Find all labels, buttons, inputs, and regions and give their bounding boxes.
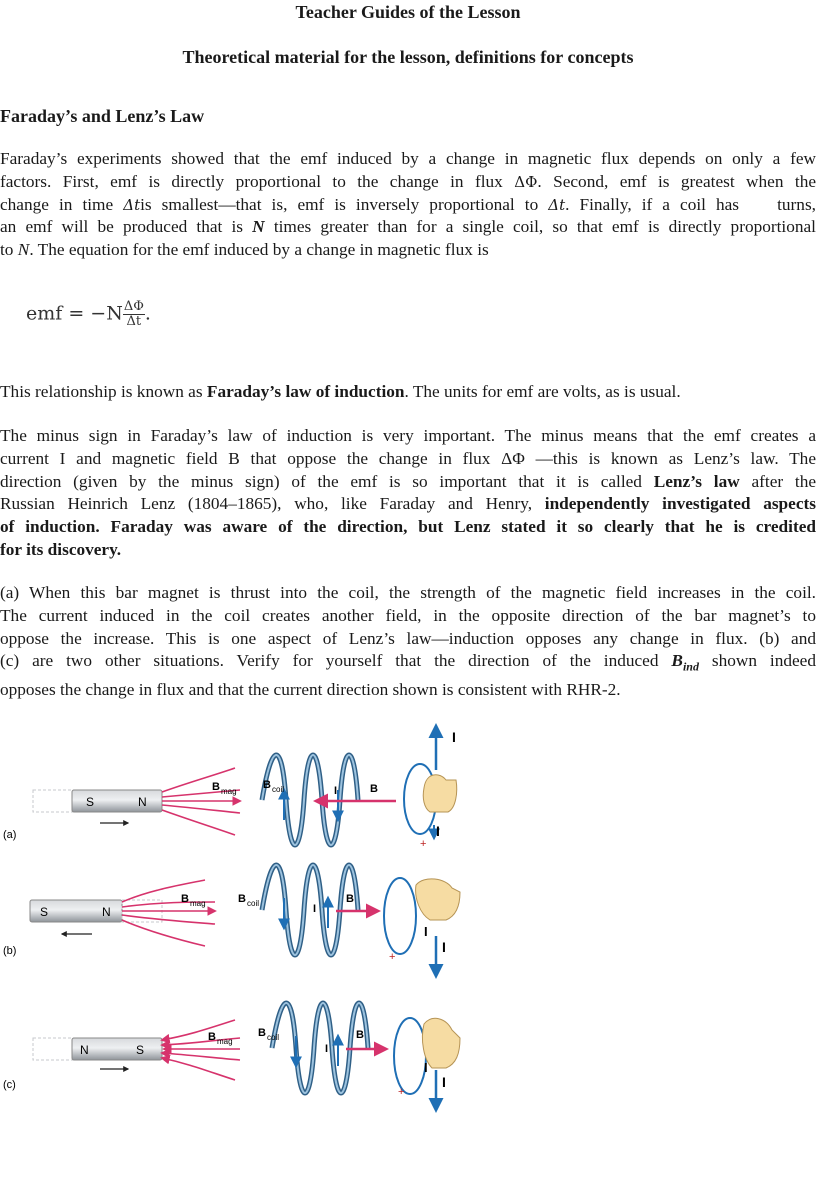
svg-text:S: S <box>40 905 49 919</box>
svg-text:N: N <box>80 1043 89 1057</box>
svg-text:coil: coil <box>272 785 285 794</box>
svg-text:+: + <box>398 1086 405 1098</box>
svg-text:I: I <box>452 729 456 745</box>
svg-text:coil: coil <box>267 1033 280 1042</box>
svg-text:I: I <box>442 1074 446 1090</box>
paragraph-faraday-law: This relationship is known as Faraday’s law of induction. The units for emf are volts, as is usual. <box>0 382 681 401</box>
svg-text:(b): (b) <box>3 945 17 957</box>
p1-line-4: an emf will be produced that is N times greater than for a single coil, so that emf is directly proportional <box>0 217 816 237</box>
svg-text:coil: coil <box>247 899 260 908</box>
svg-text:I: I <box>442 939 446 955</box>
right-hand <box>423 775 456 812</box>
p1-line-3: change in time Δtis smallest—that is, emf is inversely proportional to Δt. Finally, if a coil has turns, <box>0 194 816 214</box>
svg-text:B: B <box>370 783 378 795</box>
panel-b <box>3 865 460 976</box>
svg-text:I: I <box>325 1043 329 1055</box>
svg-text:B: B <box>356 1029 364 1041</box>
page-subtitle: Theoretical material for the lesson, definitions for concepts <box>182 47 634 67</box>
svg-text:I: I <box>424 1060 428 1075</box>
svg-text:I: I <box>313 903 317 915</box>
svg-text:I: I <box>334 785 338 797</box>
svg-text:N: N <box>102 905 111 919</box>
svg-text:B: B <box>346 893 354 905</box>
page-title: Teacher Guides of the Lesson <box>295 2 521 22</box>
svg-text:(c): (c) <box>3 1079 16 1091</box>
emf-formula: emf = −N $\frac{\Delta\Phi}{\Delta t}$ . <box>26 299 151 329</box>
lenz-law-figure <box>0 720 816 1120</box>
svg-text:B: B <box>238 893 246 905</box>
p1-line-5: to N. The equation for the emf induced by a change in magnetic flux is <box>0 240 489 260</box>
svg-text:+: + <box>389 951 396 963</box>
svg-text:I: I <box>424 924 428 939</box>
panel-c <box>3 1003 460 1110</box>
svg-text:+: + <box>420 838 427 850</box>
paragraph-lenz-law: The minus sign in Faraday’s law of induction is very important. The minus means that the emf creates a current I and magnetic field B that oppose the change in flux ΔΦ —this is known as Lenz’s law. The direction (given by the minus sign) of the emf is so important that it is called Lenz’s law after the Russian Heinrich Lenz (1804–1865), who, like Faraday and Henry, independently investigated aspects of induction. Faraday was aware of the direction, but Lenz stated it so clearly that he is credited for its discovery. <box>0 426 816 559</box>
svg-text:B: B <box>263 779 271 791</box>
svg-text:S: S <box>136 1043 145 1057</box>
paragraph-figure-explanation: (a) When this bar magnet is thrust into the coil, the strength of the magnetic field increases in the coil. The current induced in the coil creates another field, in the opposite direction of the bar magnet’s to oppose the increase. This is one aspect of Lenz’s law—induction opposes any change in flux. (b) and (c) are two other situations. Verify for yourself that the direction of the induced $B_{ind}$ shown indeed opposes the change in flux and that the current direction shown is consistent with RHR-2. <box>0 583 816 699</box>
magnet-pole-right: N <box>138 795 147 809</box>
magnet-pole-left: S <box>86 795 95 809</box>
section-heading: Faraday’s and Lenz’s Law <box>0 106 205 126</box>
svg-text:B: B <box>208 1031 216 1043</box>
svg-text:B: B <box>181 893 189 905</box>
panel-a <box>3 726 457 850</box>
svg-text:mag: mag <box>221 787 237 796</box>
svg-text:mag: mag <box>190 899 206 908</box>
p1-line-1: Faraday’s experiments showed that the emf induced by a change in magnetic flux depends on only a few <box>0 149 816 168</box>
panel-label: (a) <box>3 829 17 841</box>
svg-text:mag: mag <box>217 1037 233 1046</box>
p1-line-2: factors. First, emf is directly proportional to the change in flux ΔΦ. Second, emf is greatest when the <box>0 171 816 191</box>
bmag-field-lines <box>162 768 240 835</box>
paragraph-faraday-experiments <box>0 148 816 262</box>
svg-text:B: B <box>212 781 220 793</box>
svg-text:B: B <box>258 1027 266 1039</box>
svg-text:I: I <box>436 823 440 839</box>
